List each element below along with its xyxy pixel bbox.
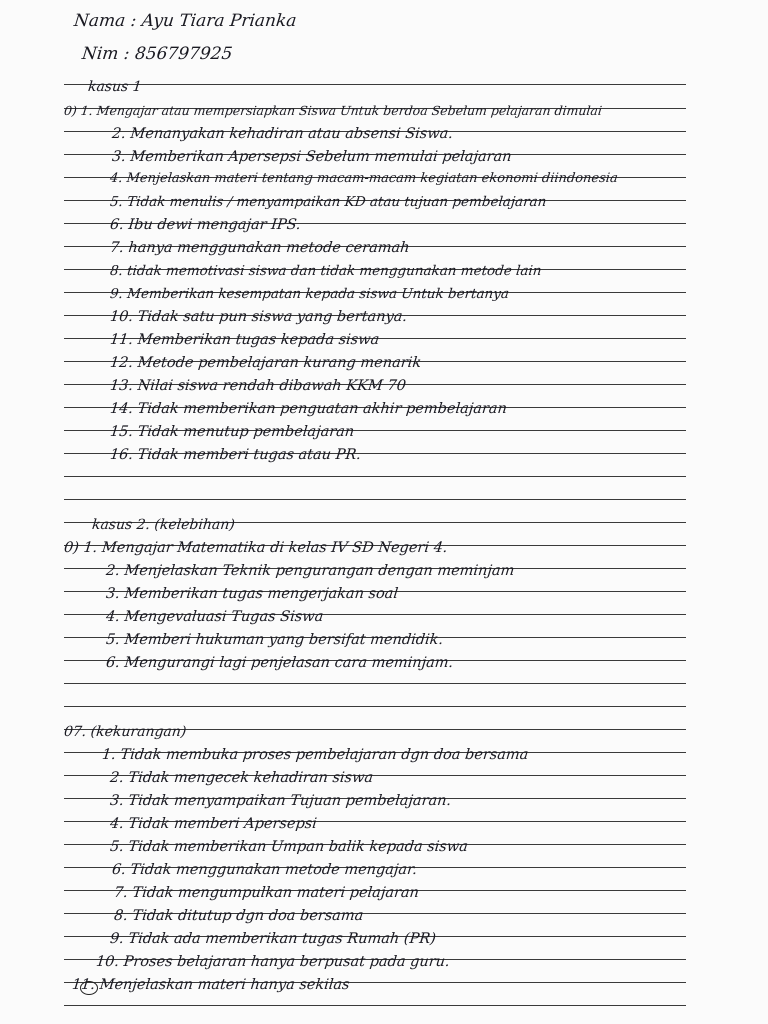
rule-line: [64, 1005, 686, 1006]
list-item: 8. tidak memotivasi siswa dan tidak menggunakan metode lain: [109, 263, 543, 279]
list-item: 14. Tidak memberikan penguatan akhir pembelajaran: [109, 401, 508, 417]
list-item: 15. Tidak menutup pembelajaran: [109, 424, 356, 440]
list-item: 4. Mengevaluasi Tugas Siswa: [105, 609, 325, 625]
list-item: 5. Tidak menulis / menyampaikan KD atau tujuan pembelajaran: [109, 194, 548, 210]
list-item: 2. Tidak mengecek kehadiran siswa: [109, 770, 374, 786]
list-item: 8. Tidak ditutup dgn doa bersama: [113, 908, 365, 924]
list-item: 6. Tidak menggunakan metode mengajar.: [111, 862, 418, 878]
list-item: 4. Tidak memberi Apersepsi: [109, 816, 318, 832]
rule-line: [64, 683, 686, 684]
student-nim: Nim : 856797925: [80, 44, 234, 64]
list-item: 7. hanya menggunakan metode ceramah: [109, 240, 411, 256]
list-item: 5. Memberi hukuman yang bersifat mendidik.: [105, 632, 444, 648]
list-item: 3. Memberikan Apersepsi Sebelum memulai pelajaran: [111, 149, 513, 165]
circle-mark-icon: [80, 981, 98, 995]
list-item: 10. Proses belajaran hanya berpusat pada guru.: [95, 954, 451, 970]
section-title-kasus-1: kasus 1: [87, 79, 143, 95]
list-item: 11. Menjelaskan materi hanya sekilas: [71, 977, 351, 993]
list-item: 4. Menjelaskan materi tentang macam-macam kegiatan ekonomi diindonesia: [109, 171, 619, 186]
list-item: 3. Memberikan tugas mengerjakan soal: [105, 586, 399, 602]
list-item: 2. Menjelaskan Teknik pengurangan dengan meminjam: [105, 563, 516, 579]
list-item: 10. Tidak satu pun siswa yang bertanya.: [109, 309, 408, 325]
list-item: 2. Menanyakan kehadiran atau absensi Siswa.: [111, 126, 454, 142]
list-item: 11. Memberikan tugas kepada siswa: [109, 332, 381, 348]
list-item: 6. Mengurangi lagi penjelasan cara meminjam.: [105, 655, 455, 671]
section-title-kasus-2: kasus 2. (kelebihan): [91, 517, 236, 533]
list-item: 9. Memberikan kesempatan kepada siswa Untuk bertanya: [109, 286, 510, 302]
list-item: 9. Tidak ada memberikan tugas Rumah (PR): [109, 931, 437, 947]
list-item: 5. Tidak memberikan Umpan balik kepada siswa: [109, 839, 469, 855]
rule-line: [64, 476, 686, 477]
student-name: Nama : Ayu Tiara Prianka: [72, 11, 298, 31]
list-item: 0) 1. Mengajar atau mempersiapkan Siswa Untuk berdoa Sebelum pelajaran dimulai: [63, 103, 603, 118]
list-item: 3. Tidak menyampaikan Tujuan pembelajaran.: [109, 793, 452, 809]
list-item: 1. Tidak membuka proses pembelajaran dgn doa bersama: [101, 747, 530, 763]
list-item: 7. Tidak mengumpulkan materi pelajaran: [113, 885, 420, 901]
rule-line: [64, 84, 686, 85]
list-item: 12. Metode pembelajaran kurang menarik: [109, 355, 422, 371]
list-item: 16. Tidak memberi tugas atau PR.: [109, 447, 362, 463]
section-title-kekurangan: 07. (kekurangan): [63, 724, 188, 740]
rule-line: [64, 499, 686, 500]
list-item: 0) 1. Mengajar Matematika di kelas IV SD Negeri 4.: [63, 540, 449, 556]
rule-line: [64, 706, 686, 707]
list-item: 6. Ibu dewi mengajar IPS.: [109, 217, 302, 233]
list-item: 13. Nilai siswa rendah dibawah KKM 70: [109, 378, 407, 394]
